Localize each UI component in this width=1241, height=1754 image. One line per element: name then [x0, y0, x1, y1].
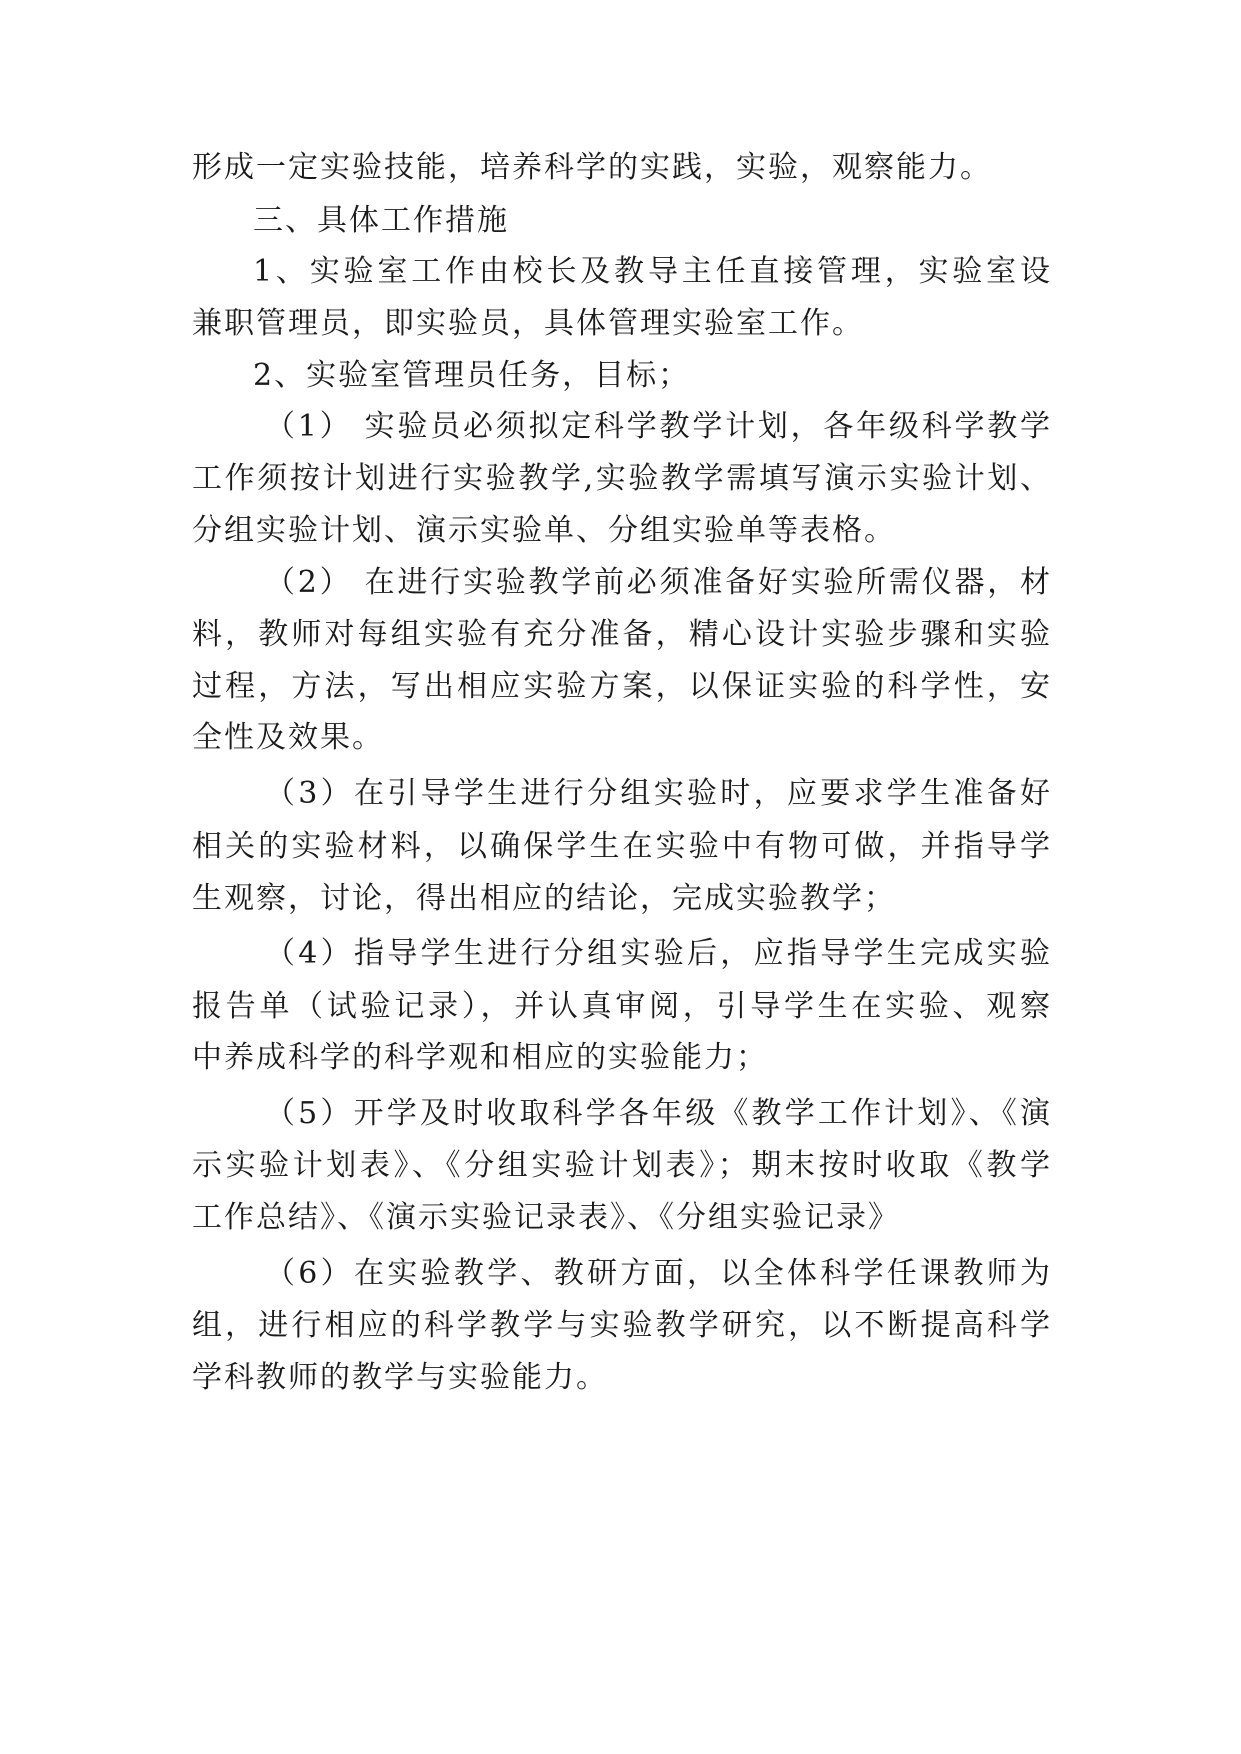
paragraph-line: 相关的实验材料，以确保学生在实验中有物可做，并指导学 — [192, 829, 1052, 864]
paragraph-line: 形成一定实验技能，培养科学的实践，实验，观察能力。 — [192, 150, 992, 185]
paragraph-line: 分组实验计划、演示实验单、分组实验单等表格。 — [192, 513, 896, 548]
paragraph-line: 2、实验室管理员任务，目标； — [253, 358, 691, 393]
section-heading: 三、具体工作措施 — [253, 203, 509, 238]
paragraph-line: （6）在实验教学、教研方面，以全体科学任课教师为 — [265, 1256, 1052, 1291]
paragraph-line: 料，教师对每组实验有充分准备，精心设计实验步骤和实验 — [192, 617, 1052, 652]
paragraph-line: （4）指导学生进行分组实验后，应指导学生完成实验 — [265, 936, 1052, 971]
paragraph-line: 工作总结》、《演示实验记录表》、《分组实验记录》 — [192, 1200, 900, 1235]
paragraph-line: 生观察，讨论，得出相应的结论，完成实验教学； — [192, 881, 896, 916]
paragraph-line: （1） 实验员必须拟定科学教学计划，各年级科学教学 — [265, 409, 1052, 444]
paragraph-line: 组，进行相应的科学教学与实验教学研究，以不断提高科学 — [192, 1308, 1052, 1343]
paragraph-line: 1、实验室工作由校长及教导主任直接管理，实验室设 — [253, 254, 1052, 289]
paragraph-line: 报告单（试验记录），并认真审阅，引导学生在实验、观察 — [192, 989, 1052, 1024]
paragraph-line: （2） 在进行实验教学前必须准备好实验所需仪器，材 — [265, 565, 1052, 600]
paragraph-line: 示实验计划表》、《分组实验计划表》；期末按时收取《教学 — [192, 1148, 1052, 1183]
paragraph-line: 中养成科学的科学观和相应的实验能力； — [192, 1040, 768, 1075]
paragraph-line: 兼职管理员，即实验员，具体管理实验室工作。 — [192, 306, 864, 341]
paragraph-line: 全性及效果。 — [192, 720, 384, 755]
paragraph-line: 工作须按计划进行实验教学,实验教学需填写演示实验计划、 — [192, 461, 1052, 496]
paragraph-line: （3）在引导学生进行分组实验时，应要求学生准备好 — [265, 776, 1052, 811]
paragraph-line: （5）开学及时收取科学各年级《教学工作计划》、《演 — [265, 1096, 1052, 1131]
paragraph-line: 学科教师的教学与实验能力。 — [192, 1360, 608, 1395]
paragraph-line: 过程，方法，写出相应实验方案，以保证实验的科学性，安 — [192, 669, 1052, 704]
